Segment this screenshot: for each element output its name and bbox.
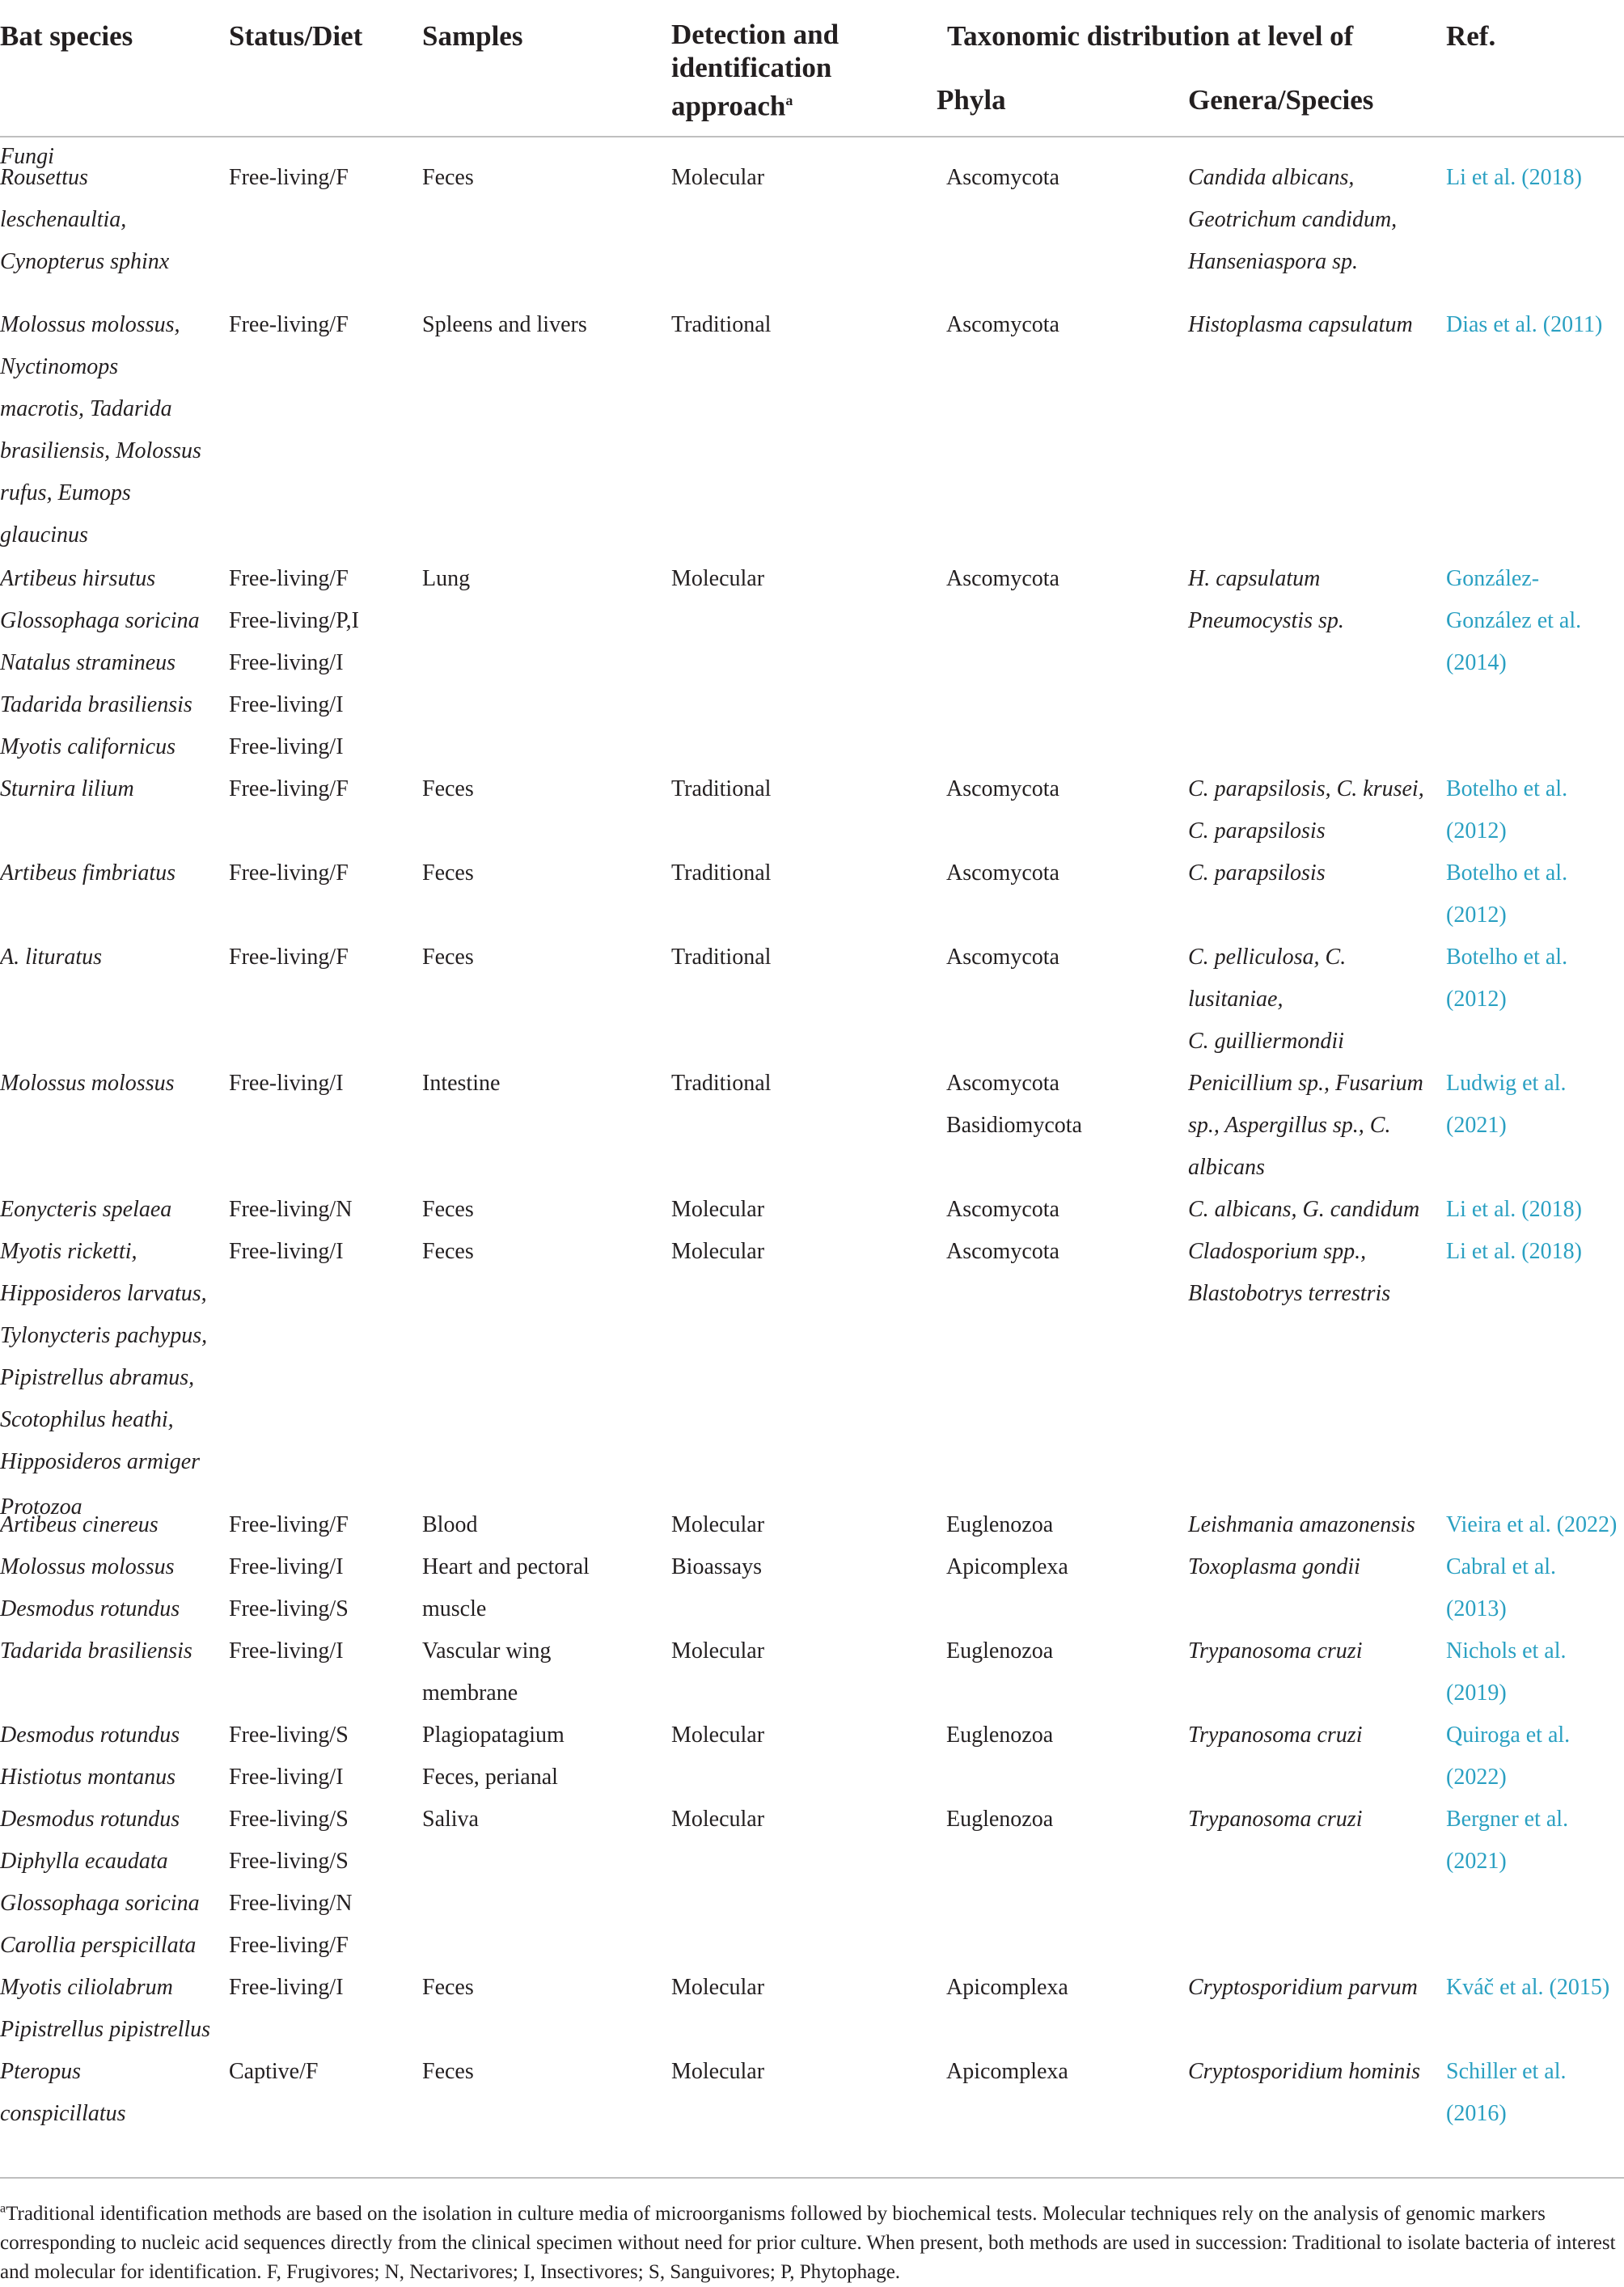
species-cell [0,852,176,894]
method-cell-line: Molecular [671,566,765,591]
status-diet-cell-line: Free-living/F [229,566,349,591]
method-cell [671,2051,764,2093]
reference-cell[interactable] [1446,852,1567,936]
genera-species-cell [1188,1189,1419,1231]
genera-species-cell [1188,304,1413,346]
samples-cell [422,1189,474,1231]
status-diet-cell-line: Free-living/I [229,650,344,675]
samples-cell-line: Feces [422,2059,474,2084]
col-header-taxonomic: Taxonomic distribution at level of [947,20,1354,52]
status-diet-cell-line: Free-living/I [229,692,344,717]
phyla-cell-line: Ascomycota [946,1197,1059,1222]
samples-cell-line: Feces [422,1197,474,1222]
reference-cell[interactable] [1446,1799,1568,1883]
samples-cell [422,1967,474,2009]
phyla-cell [946,1967,1068,2009]
reference-cell[interactable] [1446,558,1581,684]
footnote-mark: a [0,2201,6,2216]
phyla-cell-line: Ascomycota [946,1239,1059,1264]
reference-cell[interactable] [1446,1504,1617,1546]
species-cell-line: Hipposideros larvatus, [0,1281,207,1306]
species-cell [0,1630,192,1672]
species-cell [0,1063,174,1105]
status-diet-cell [229,1189,352,1231]
col-header-ref: Ref. [1446,20,1496,52]
phyla-cell [946,1799,1053,1841]
status-diet-cell-line: Free-living/S [229,1723,349,1748]
genera-species-cell-line: Cryptosporidium hominis [1188,2059,1421,2084]
samples-cell-line: Vascular wing [422,1638,552,1663]
reference-cell-line[interactable]: Li et al. (2018) [1446,1197,1582,1222]
species-cell [0,768,134,810]
species-cell-line: Tylonycteris pachypus, [0,1323,208,1348]
status-diet-cell-line: Free-living/F [229,312,349,337]
phyla-cell-line: Basidiomycota [946,1113,1082,1138]
species-cell-line: Scotophilus heathi, [0,1407,174,1432]
genera-species-cell-line: Trypanosoma cruzi [1188,1807,1363,1832]
reference-cell-line[interactable]: Dias et al. (2011) [1446,312,1603,337]
samples-cell-line: Feces [422,1239,474,1264]
method-cell [671,1630,764,1672]
samples-cell-line: muscle [422,1596,487,1621]
samples-cell-line: Feces [422,165,474,190]
samples-cell-line: Feces, perianal [422,1765,558,1790]
species-cell-line: Artibeus hirsutus [0,566,156,591]
status-diet-cell [229,1231,344,1273]
samples-cell [422,1714,565,1799]
genera-species-cell [1188,1546,1360,1588]
method-cell [671,768,771,810]
phyla-cell-line: Euglenozoa [946,1512,1054,1537]
species-cell-line: Glossophaga soricina [0,608,200,633]
method-cell-line: Molecular [671,2059,765,2084]
reference-cell-line[interactable]: (2012) [1446,818,1507,843]
method-cell [671,1714,764,1756]
phyla-cell [946,768,1059,810]
genera-species-cell-line: Pneumocystis sp. [1188,608,1344,633]
status-diet-cell [229,1799,352,1967]
species-cell-line: Pteropus [0,2059,82,2084]
samples-cell-line: Heart and pectoral [422,1554,590,1579]
samples-cell [422,558,470,600]
species-cell-line: rufus, Eumops [0,480,131,505]
method-cell [671,1231,764,1273]
footnote-text: Traditional identification methods are based on the isolation in culture media of microorganisms followed by biochemical tests. Molecular techniques rely on the analysis of genomic markers corresponding to nucleic acid sequences directly from the clinical specimen without need for prior culture. When present, both methods are used in succession: Traditional to isolate bacteria of interest and molecular for identification. F, Frugivores; N, Nectarivores; I, Insectivores; S, Sanguivores; P, Phytophage. [0,2203,1616,2283]
method-cell-line: Traditional [671,776,772,801]
reference-cell-line[interactable]: (2013) [1446,1596,1507,1621]
samples-cell [422,1630,551,1714]
header-rule [0,136,1624,137]
species-cell-line: Desmodus rotundus [0,1723,180,1748]
genera-species-cell-line: Geotrichum candidum, [1188,207,1398,232]
samples-cell [422,1231,474,1273]
phyla-cell [946,852,1059,894]
reference-cell-line[interactable]: (2012) [1446,903,1507,928]
phyla-cell-line: Ascomycota [946,945,1059,970]
detection-footnote-mark: a [785,92,793,108]
species-cell-line: Artibeus cinereus [0,1512,159,1537]
reference-cell-line[interactable]: Li et al. (2018) [1446,165,1582,190]
reference-cell-line[interactable]: Quiroga et al. [1446,1723,1571,1748]
reference-cell[interactable] [1446,1714,1570,1799]
reference-cell-line[interactable]: Kváč et al. (2015) [1446,1975,1610,2000]
species-cell-line: Molossus molossus [0,1071,175,1096]
phyla-cell [946,1630,1053,1672]
samples-cell [422,1063,500,1105]
status-diet-cell-line: Free-living/I [229,1975,344,2000]
method-cell-line: Traditional [671,860,772,886]
phyla-cell-line: Euglenozoa [946,1638,1054,1663]
status-diet-cell-line: Free-living/S [229,1849,349,1874]
genera-species-cell-line: Blastobotrys terrestris [1188,1281,1391,1306]
species-cell-line: Myotis ricketti, [0,1239,137,1264]
method-cell-line: Molecular [671,1512,765,1537]
species-cell-line: brasiliensis, Molossus [0,438,201,463]
species-cell-line: Histiotus montanus [0,1765,176,1790]
species-cell-line: Pipistrellus abramus, [0,1365,195,1390]
genera-species-cell-line: albicans [1188,1155,1265,1180]
phyla-cell-line: Apicomplexa [946,1554,1068,1579]
samples-cell-line: Feces [422,776,474,801]
status-diet-cell-line: Free-living/N [229,1891,353,1916]
samples-cell [422,1546,590,1630]
status-diet-cell-line: Free-living/I [229,1638,344,1663]
genera-species-cell [1188,768,1424,852]
method-cell-line: Molecular [671,1638,765,1663]
phyla-cell-line: Apicomplexa [946,2059,1068,2084]
phyla-cell-line: Ascomycota [946,566,1059,591]
genera-species-cell-line: Hanseniaspora sp. [1188,249,1359,274]
status-diet-cell-line: Free-living/S [229,1596,349,1621]
genera-species-cell-line: C. parapsilosis, C. krusei, [1188,776,1424,801]
genera-species-cell-line: Candida albicans, [1188,165,1355,190]
genera-species-cell [1188,157,1397,283]
phyla-cell-line: Ascomycota [946,312,1059,337]
col-header-genera-species: Genera/Species [1188,84,1374,116]
reference-cell[interactable] [1446,157,1582,199]
genera-species-cell [1188,936,1346,1063]
species-cell-line: Molossus molossus, [0,312,180,337]
reference-cell-line[interactable]: Nichols et al. [1446,1638,1567,1663]
species-cell-line: Nyctinomops [0,354,119,379]
reference-cell-line[interactable]: (2022) [1446,1765,1507,1790]
status-diet-cell-line: Free-living/F [229,945,349,970]
method-cell-line: Molecular [671,165,765,190]
samples-cell-line: Plagiopatagium [422,1723,565,1748]
species-cell-line: Eonycteris spelaea [0,1197,172,1222]
species-cell-line: Cynopterus sphinx [0,249,170,274]
genera-species-cell-line: C. albicans, G. candidum [1188,1197,1420,1222]
status-diet-cell-line: Free-living/I [229,1554,344,1579]
samples-cell-line: Feces [422,1975,474,2000]
status-diet-cell-line: Free-living/S [229,1807,349,1832]
status-diet-cell [229,1967,344,2009]
phyla-cell-line: Apicomplexa [946,1975,1068,2000]
species-cell-line: Tadarida brasiliensis [0,692,192,717]
phyla-cell [946,558,1059,600]
status-diet-cell [229,157,349,199]
status-diet-cell-line: Free-living/F [229,1512,349,1537]
phyla-cell [946,304,1059,346]
species-cell [0,1967,210,2051]
genera-species-cell-line: C. parapsilosis [1188,818,1326,843]
genera-species-cell-line: Toxoplasma gondii [1188,1554,1360,1579]
species-cell [0,1546,180,1630]
phyla-cell-line: Ascomycota [946,776,1059,801]
species-cell-line: Diphylla ecaudata [0,1849,168,1874]
species-cell [0,936,102,979]
reference-cell-line[interactable]: Vieira et al. (2022) [1446,1512,1618,1537]
species-cell-line: Desmodus rotundus [0,1596,180,1621]
status-diet-cell-line: Free-living/I [229,1071,344,1096]
phyla-cell [946,1189,1059,1231]
method-cell [671,936,771,979]
reference-cell[interactable] [1446,936,1567,1021]
phyla-cell [946,1063,1082,1147]
samples-cell [422,304,587,346]
samples-cell [422,936,474,979]
reference-cell-line[interactable]: Ludwig et al. [1446,1071,1567,1096]
reference-cell-line[interactable]: Botelho et al. [1446,945,1568,970]
genera-species-cell-line: Leishmania amazonensis [1188,1512,1415,1537]
genera-species-cell-line: Histoplasma capsulatum [1188,312,1413,337]
reference-cell[interactable] [1446,768,1567,852]
species-cell-line: Desmodus rotundus [0,1807,180,1832]
reference-cell-line[interactable]: González- [1446,566,1540,591]
species-cell [0,1714,180,1799]
species-cell-line: macrotis, Tadarida [0,396,172,421]
species-cell-line: Sturnira lilium [0,776,134,801]
col-header-bat-species: Bat species [0,20,133,52]
method-cell [671,157,764,199]
status-diet-cell-line: Free-living/I [229,1765,344,1790]
species-cell-line: Rousettus [0,165,88,190]
method-cell-line: Molecular [671,1723,765,1748]
phyla-cell-line: Ascomycota [946,165,1059,190]
species-cell-line: Myotis californicus [0,734,176,759]
phyla-cell [946,2051,1068,2093]
method-cell-line: Molecular [671,1197,765,1222]
genera-species-cell [1188,1799,1362,1841]
reference-cell[interactable] [1446,1967,1609,2009]
species-cell-line: Hipposideros armiger [0,1449,201,1474]
status-diet-cell [229,1063,344,1105]
method-cell [671,1546,762,1588]
genera-species-cell-line: Cryptosporidium parvum [1188,1975,1418,2000]
method-cell [671,1189,764,1231]
species-cell-line: Artibeus fimbriatus [0,860,176,886]
status-diet-cell-line: Free-living/N [229,1197,353,1222]
section-label-fungi: Fungi [0,144,54,169]
method-cell-line: Bioassays [671,1554,762,1579]
status-diet-cell [229,936,349,979]
samples-cell [422,1799,479,1841]
species-cell-line: glaucinus [0,522,88,547]
reference-cell-line[interactable]: Cabral et al. [1446,1554,1557,1579]
genera-species-cell-line: C. pelliculosa, C. [1188,945,1347,970]
status-diet-cell [229,1630,344,1672]
bottom-rule [0,2177,1624,2179]
species-cell [0,157,169,283]
species-cell [0,304,201,556]
genera-species-cell [1188,2051,1420,2093]
reference-cell[interactable] [1446,304,1602,346]
col-header-phyla: Phyla [937,84,1006,116]
phyla-cell [946,157,1059,199]
status-diet-cell [229,1714,349,1799]
genera-species-cell [1188,1063,1423,1189]
section-label-protozoa: Protozoa [0,1494,82,1520]
samples-cell-line: Feces [422,945,474,970]
status-diet-cell-line: Free-living/F [229,776,349,801]
phyla-cell-line: Ascomycota [946,1071,1059,1096]
samples-cell [422,852,474,894]
detection-label: Detection and identification approach [671,19,839,122]
table-footnote [0,2200,1621,2287]
samples-cell-line: Feces [422,860,474,886]
status-diet-cell-line: Free-living/I [229,1239,344,1264]
reference-cell[interactable] [1446,1189,1582,1231]
method-cell [671,1799,764,1841]
method-cell [671,1504,764,1546]
species-cell-line: Molossus molossus [0,1554,175,1579]
samples-cell-line: Intestine [422,1071,501,1096]
samples-cell [422,2051,474,2093]
reference-cell-line[interactable]: Botelho et al. [1446,860,1568,886]
phyla-cell-line: Euglenozoa [946,1723,1054,1748]
species-cell-line: leschenaultia, [0,207,127,232]
genera-species-cell [1188,1967,1418,2009]
reference-cell-line[interactable]: (2019) [1446,1680,1507,1706]
species-cell [0,1231,207,1483]
status-diet-cell-line: Free-living/F [229,1933,349,1958]
status-diet-cell-line: Captive/F [229,2059,319,2084]
samples-cell-line: Blood [422,1512,478,1537]
reference-cell-line[interactable]: Bergner et al. [1446,1807,1569,1832]
method-cell [671,852,771,894]
status-diet-cell-line: Free-living/I [229,734,344,759]
genera-species-cell [1188,1714,1362,1756]
species-cell [0,1799,200,1967]
samples-cell [422,768,474,810]
genera-species-cell [1188,852,1326,894]
species-cell-line: conspicillatus [0,2101,126,2126]
reference-cell-line[interactable]: (2016) [1446,2101,1507,2126]
phyla-cell [946,1714,1053,1756]
species-cell [0,2051,126,2135]
reference-cell-line[interactable]: Li et al. (2018) [1446,1239,1582,1264]
reference-cell-line[interactable]: (2021) [1446,1113,1507,1138]
species-cell [0,558,200,768]
status-diet-cell [229,768,349,810]
reference-cell-line[interactable]: (2012) [1446,987,1507,1012]
genera-species-cell-line: C. guilliermondii [1188,1029,1344,1054]
genera-species-cell-line: Penicillium sp., Fusarium [1188,1071,1423,1096]
method-cell-line: Molecular [671,1975,765,2000]
genera-species-cell-line: Trypanosoma cruzi [1188,1638,1363,1663]
genera-species-cell-line: H. capsulatum [1188,566,1321,591]
genera-species-cell-line: Cladosporium spp., [1188,1239,1367,1264]
method-cell-line: Molecular [671,1239,765,1264]
reference-cell-line[interactable]: (2014) [1446,650,1507,675]
phyla-cell-line: Euglenozoa [946,1807,1054,1832]
status-diet-cell-line: Free-living/F [229,860,349,886]
phyla-cell [946,1546,1068,1588]
samples-cell [422,1504,477,1546]
reference-cell[interactable] [1446,1231,1582,1273]
genera-species-cell [1188,558,1344,642]
col-header-detection [671,18,906,123]
species-cell-line: Glossophaga soricina [0,1891,200,1916]
method-cell-line: Traditional [671,312,772,337]
species-cell-line: Pipistrellus pipistrellus [0,2017,211,2042]
phyla-cell [946,936,1059,979]
status-diet-cell-line: Free-living/F [229,165,349,190]
col-header-status-diet: Status/Diet [229,20,363,52]
status-diet-cell [229,558,359,768]
status-diet-cell [229,2051,318,2093]
status-diet-cell [229,852,349,894]
phyla-cell [946,1231,1059,1273]
samples-cell-line: Saliva [422,1807,479,1832]
species-cell-line: A. lituratus [0,945,103,970]
col-header-samples: Samples [422,20,523,52]
species-cell [0,1504,159,1546]
species-cell-line: Natalus stramineus [0,650,176,675]
genera-species-cell [1188,1231,1390,1315]
reference-cell-line[interactable]: Botelho et al. [1446,776,1568,801]
genera-species-cell-line: C. parapsilosis [1188,860,1326,886]
species-cell-line: Carollia perspicillata [0,1933,197,1958]
reference-cell-line[interactable]: Schiller et al. [1446,2059,1567,2084]
reference-cell[interactable] [1446,2051,1567,2135]
samples-cell [422,157,474,199]
phyla-cell-line: Ascomycota [946,860,1059,886]
reference-cell-line[interactable]: González et al. [1446,608,1582,633]
method-cell-line: Molecular [671,1807,765,1832]
method-cell-line: Traditional [671,945,772,970]
reference-cell[interactable] [1446,1630,1567,1714]
method-cell [671,304,771,346]
method-cell [671,558,764,600]
method-cell [671,1967,764,2009]
status-diet-cell [229,1546,349,1630]
reference-cell[interactable] [1446,1063,1567,1147]
method-cell-line: Traditional [671,1071,772,1096]
status-diet-cell [229,1504,349,1546]
reference-cell-line[interactable]: (2021) [1446,1849,1507,1874]
genera-species-cell-line: sp., Aspergillus sp., C. [1188,1113,1391,1138]
phyla-cell [946,1504,1053,1546]
method-cell [671,1063,771,1105]
samples-cell-line: membrane [422,1680,518,1706]
samples-cell-line: Lung [422,566,471,591]
status-diet-cell-line: Free-living/P,I [229,608,359,633]
genera-species-cell [1188,1630,1362,1672]
species-cell-line: Tadarida brasiliensis [0,1638,192,1663]
species-cell-line: Myotis ciliolabrum [0,1975,173,2000]
status-diet-cell [229,304,349,346]
reference-cell[interactable] [1446,1546,1556,1630]
genera-species-cell-line: lusitaniae, [1188,987,1284,1012]
species-cell [0,1189,171,1231]
samples-cell-line: Spleens and livers [422,312,587,337]
genera-species-cell-line: Trypanosoma cruzi [1188,1723,1363,1748]
genera-species-cell [1188,1504,1415,1546]
